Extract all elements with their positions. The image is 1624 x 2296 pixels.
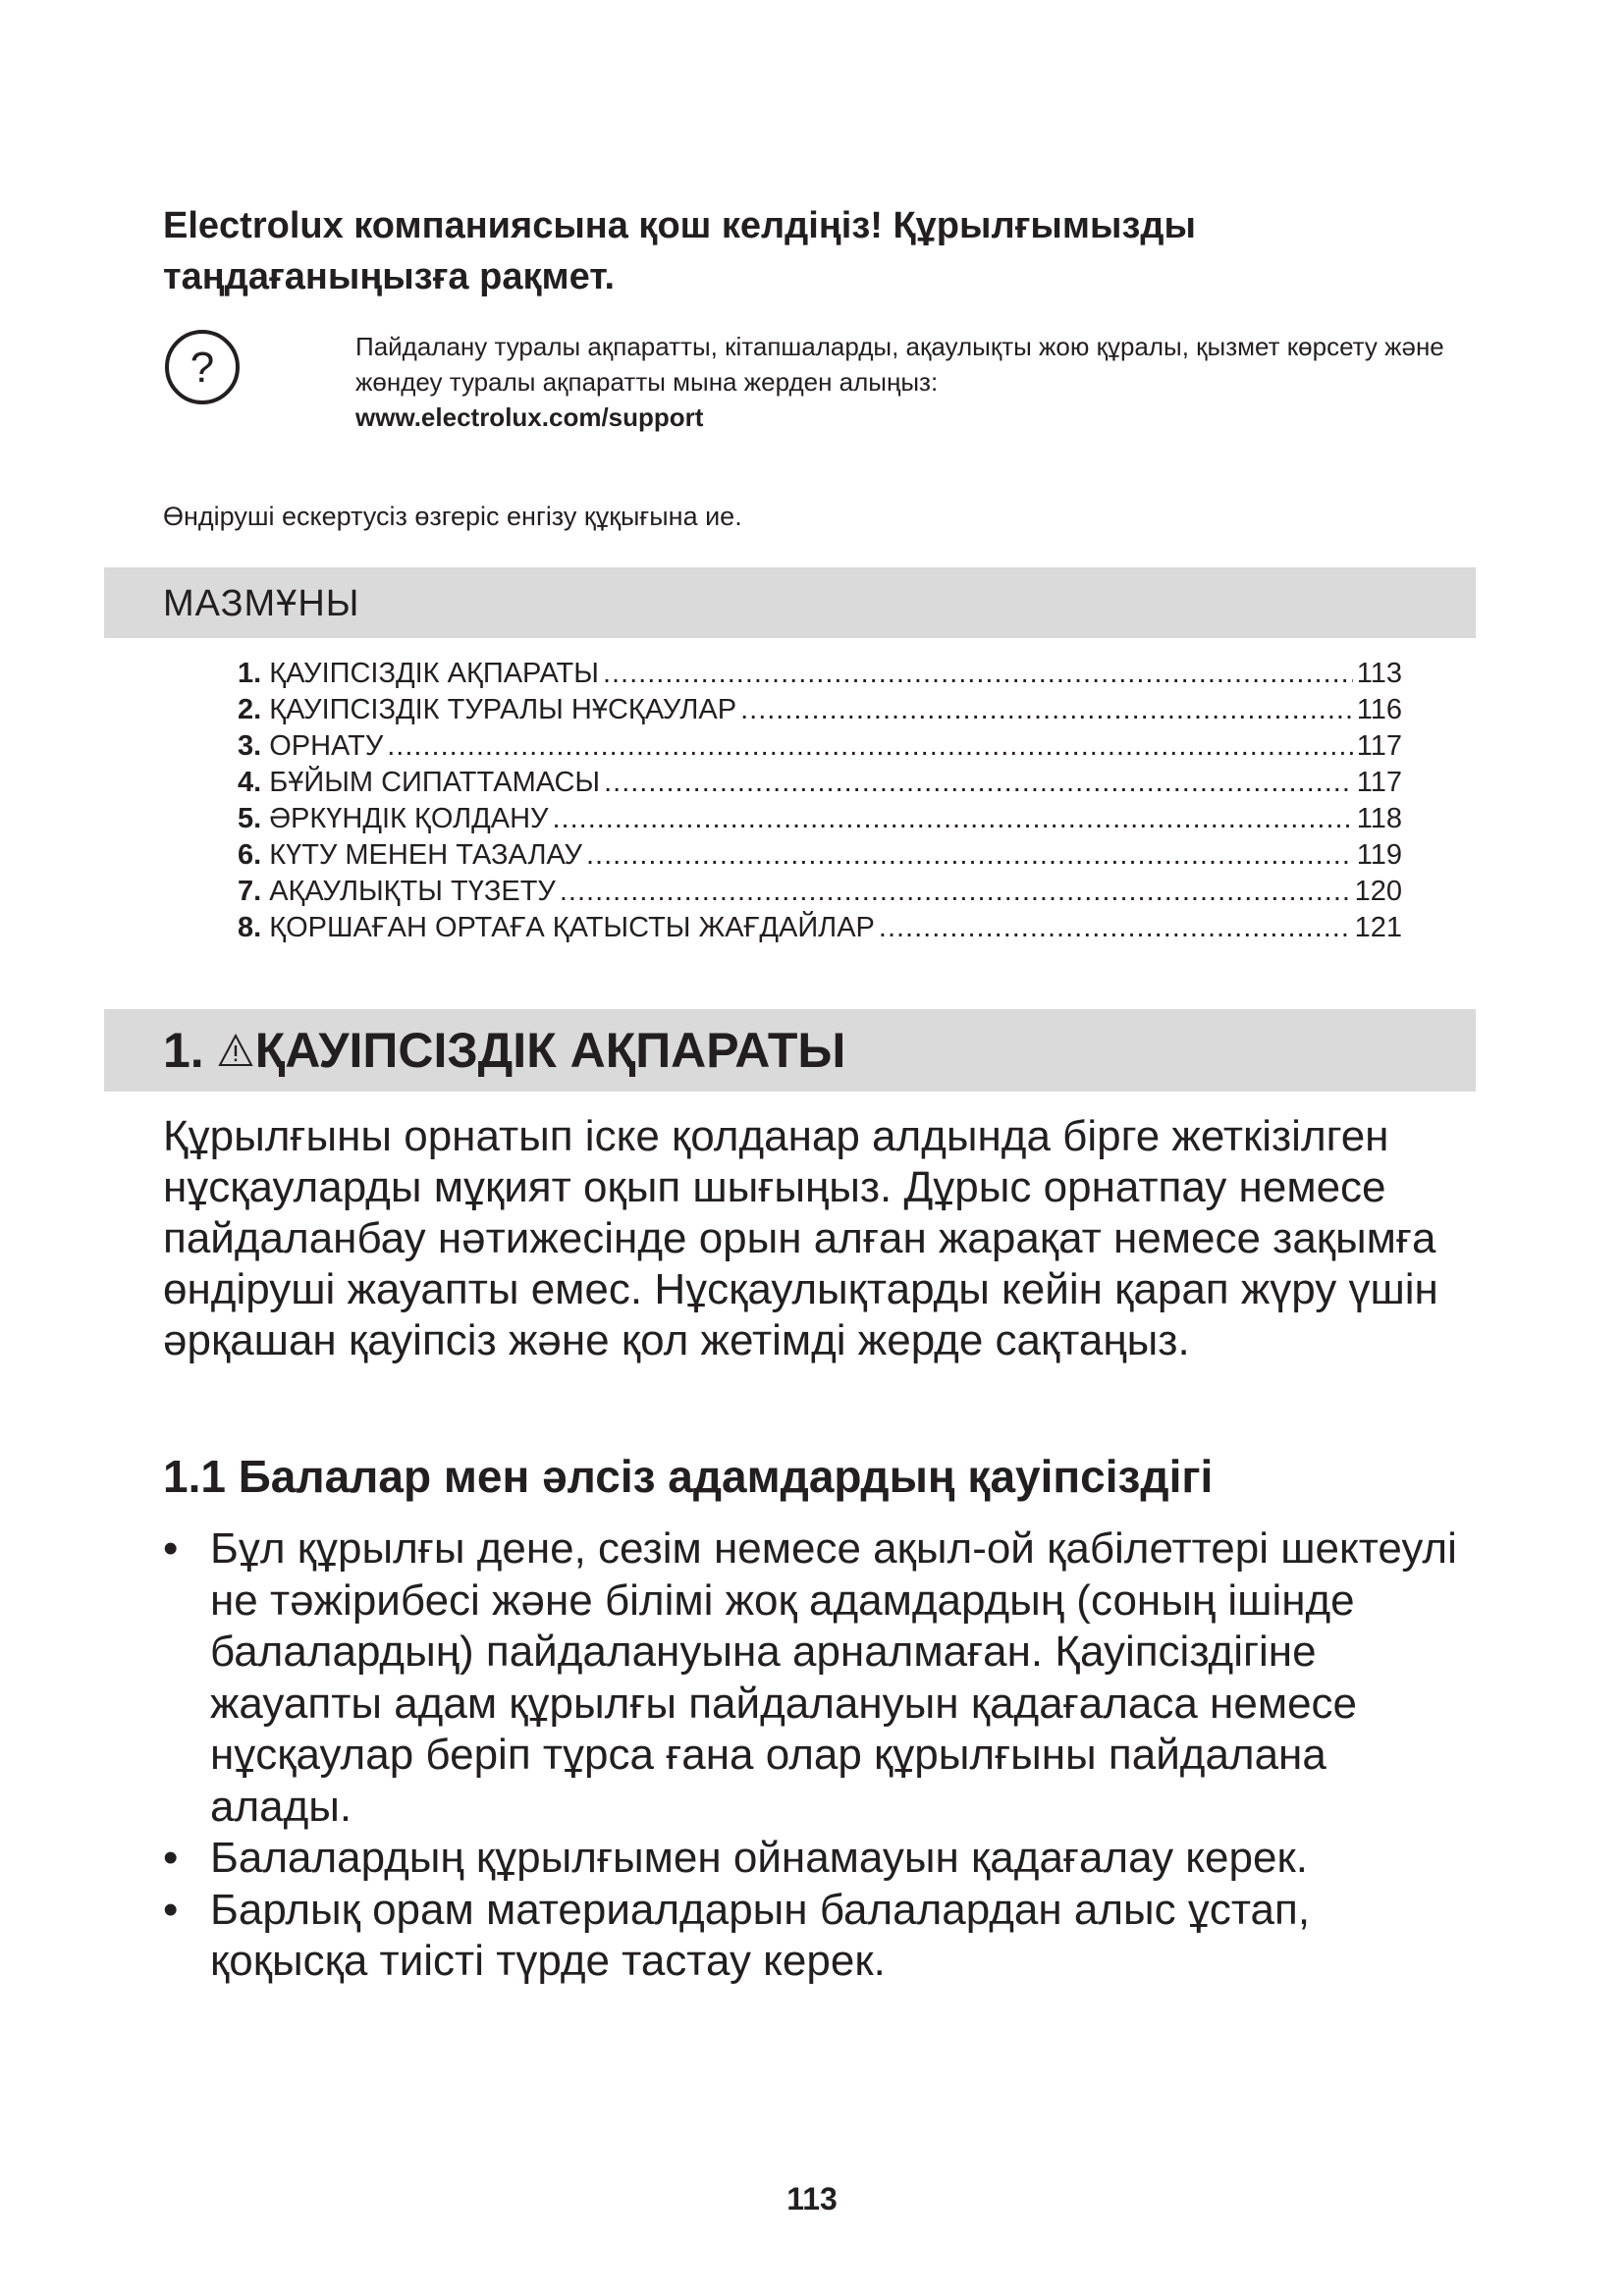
toc-item-number: 3. [238, 730, 262, 762]
toc-dot-leader [879, 910, 1351, 946]
toc-dot-leader [387, 728, 1353, 765]
section-title-text: ҚАУІПСІЗДІК АҚПАРАТЫ [254, 1023, 846, 1078]
page-number: 113 [786, 2181, 838, 2216]
toc-dot-leader [603, 656, 1353, 692]
support-info [355, 329, 1455, 435]
toc-item[interactable] [238, 910, 1402, 946]
toc-item-page: 120 [1354, 876, 1402, 907]
section-title [163, 1018, 845, 1083]
manufacturer-note: Өндіруші ескертусіз өзгеріс енгізу құқығына ие. [163, 502, 742, 531]
toc-item-number: 6. [238, 839, 262, 871]
toc-item[interactable] [238, 656, 1402, 692]
bullet-icon: • [163, 1834, 179, 1882]
toc-item-page: 121 [1354, 912, 1402, 943]
safety-bullet-list [163, 1523, 1479, 1988]
toc-item[interactable] [238, 765, 1402, 801]
toc-item-number: 7. [238, 876, 262, 907]
toc-item-title: ҚАУІПСІЗДІК АҚПАРАТЫ [269, 658, 599, 689]
table-of-contents [238, 656, 1402, 946]
bullet-icon: • [163, 1885, 179, 1934]
intro-paragraph: Құрылғыны орнатып іске қолданар алдында бірге жеткізілген нұсқауларды мұқият оқып шығыңыз. Дұрыс орнатпау немесе пайдаланбау нәтижесінде орын алған жарақат немесе зақымға өндіруші жауапты емес. Нұсқаулықтарды кейін қарап жүру үшін әрқашан қауіпсіз және қол жетімді жерде сақтаңыз. [163, 1112, 1438, 1364]
toc-item-page: 113 [1356, 658, 1402, 689]
question-icon-glyph: ? [189, 344, 215, 392]
toc-dot-leader [604, 765, 1353, 801]
toc-item[interactable] [238, 692, 1402, 728]
toc-item-title: ҚОРШАҒАН ОРТАҒА ҚАТЫСТЫ ЖАҒДАЙЛАР [269, 912, 875, 943]
toc-item-number: 2. [238, 694, 262, 725]
support-url[interactable]: www.electrolux.com/support [355, 402, 704, 432]
toc-item-page: 119 [1356, 839, 1402, 871]
toc-item[interactable] [238, 874, 1402, 910]
toc-dot-leader [560, 874, 1351, 910]
list-item [163, 1523, 1479, 1833]
toc-item-number: 5. [238, 803, 262, 834]
toc-item[interactable] [238, 837, 1402, 874]
toc-item-page: 117 [1356, 767, 1402, 798]
subsection-title: 1.1 Балалар мен әлсіз адамдардың қауіпсіздігі [163, 1451, 1214, 1502]
toc-item-page: 117 [1356, 730, 1402, 762]
toc-dot-leader [552, 801, 1352, 837]
toc-item[interactable] [238, 801, 1402, 837]
toc-item-number: 4. [238, 767, 262, 798]
welcome-heading: Electrolux компаниясына қош келдіңіз! Құрылғымызды таңдағаныңызға рақмет. [163, 205, 1196, 297]
toc-item-title: ӘРКҮНДІК ҚОЛДАНУ [269, 803, 549, 834]
support-text: Пайдалану туралы ақпаратты, кітапшаларды, ақаулықты жою құралы, қызмет көрсету және жөндеу туралы ақпаратты мына жерден алыңыз: [355, 332, 1444, 397]
list-item-text: Барлық орам материалдарын балалардан алыс ұстап, қоқысқа тиісті түрде тастау керек. [210, 1885, 1311, 1985]
toc-item-title: КҮТУ МЕНЕН ТАЗАЛАУ [269, 839, 582, 871]
list-item-text: Бұл құрылғы дене, сезім немесе ақыл-ой қабілеттері шектеулі не тәжірибесі және білімі жоқ адамдардың (соның ішінде балалардың) пайдалануына арналмаған. Қауіпсіздігіне жауапты адам құрылғы пайдалануын қадағаласа немесе нұсқаулар беріп тұрса ғана олар құрылғыны пайдалана алады. [210, 1524, 1457, 1831]
toc-item-title: АҚАУЛЫҚТЫ ТҮЗЕТУ [269, 876, 556, 907]
question-icon [163, 328, 242, 406]
toc-item-title: ОРНАТУ [269, 730, 384, 762]
list-item [163, 1885, 1479, 1988]
list-item-text: Балалардың құрылғымен ойнамауын қадағалау керек. [210, 1834, 1308, 1882]
warning-triangle-icon [218, 1034, 253, 1067]
toc-item-title: БҰЙЫМ СИПАТТАМАСЫ [269, 767, 601, 798]
section-number: 1. [163, 1023, 204, 1078]
toc-item-page: 116 [1356, 694, 1402, 725]
toc-dot-leader [740, 692, 1353, 728]
bullet-icon: • [163, 1524, 179, 1573]
toc-dot-leader [586, 837, 1353, 874]
list-item [163, 1833, 1479, 1885]
toc-item[interactable] [238, 728, 1402, 765]
toc-item-title: ҚАУІПСІЗДІК ТУРАЛЫ НҰСҚАУЛАР [269, 694, 737, 725]
toc-heading: МАЗМҰНЫ [163, 583, 360, 624]
toc-item-number: 8. [238, 912, 262, 943]
toc-item-page: 118 [1356, 803, 1402, 834]
toc-item-number: 1. [238, 658, 262, 689]
